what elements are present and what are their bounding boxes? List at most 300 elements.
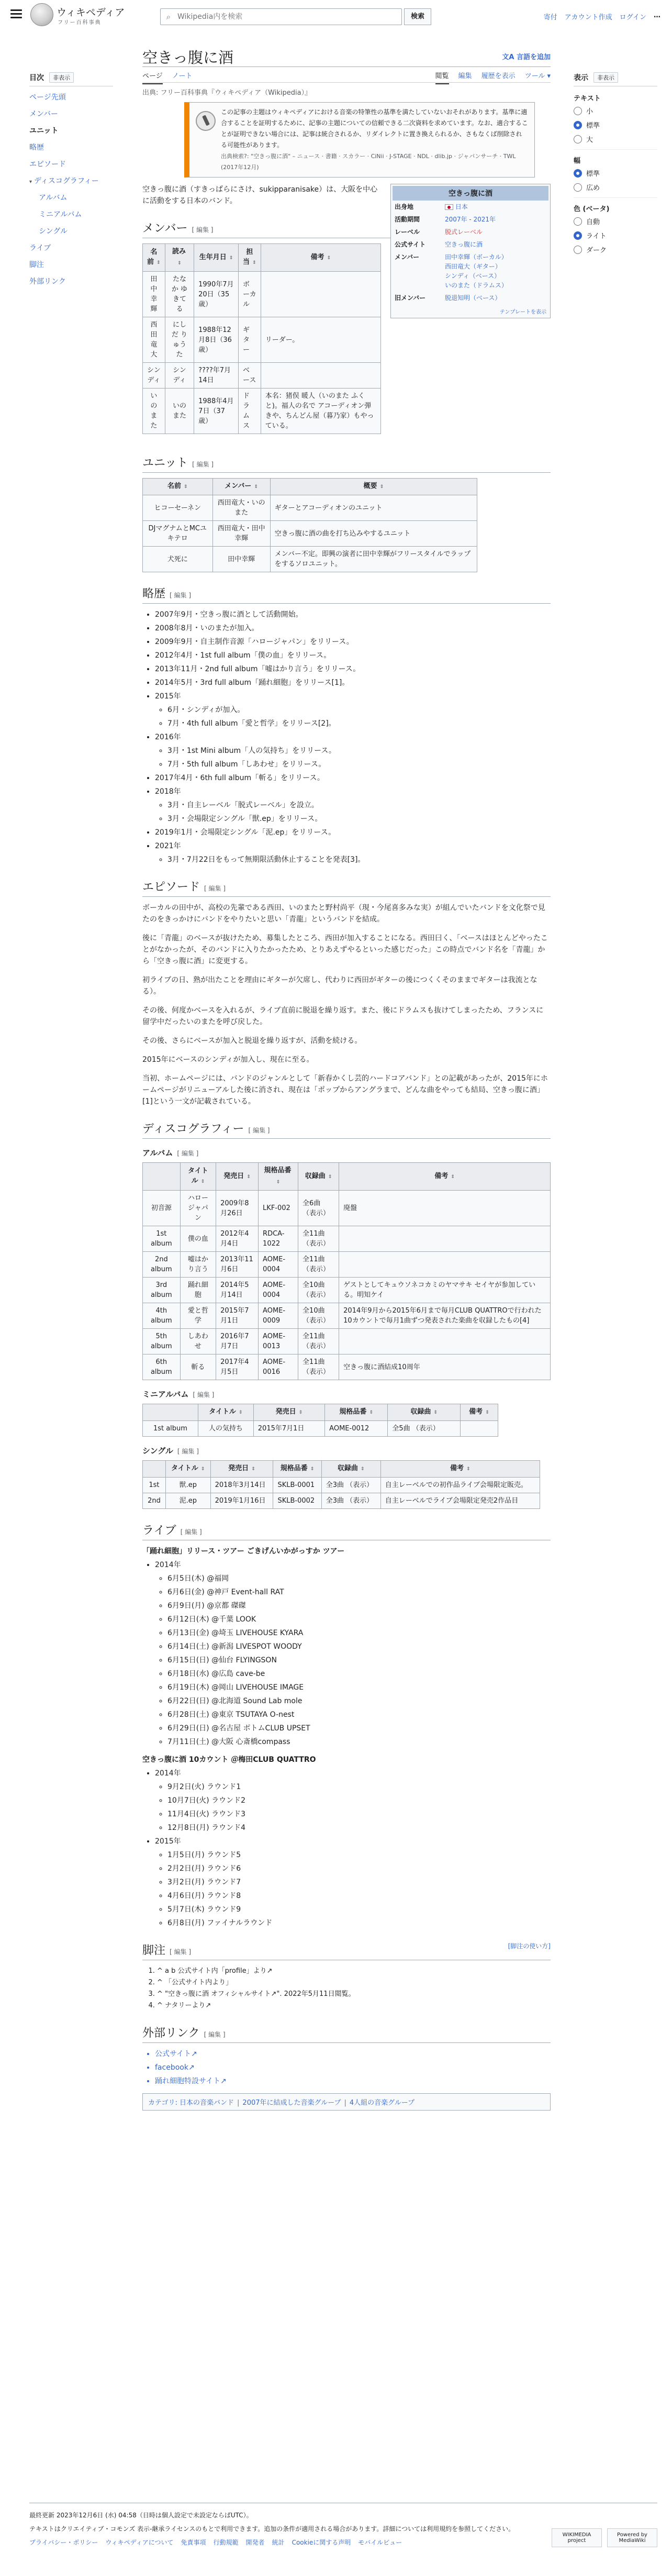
column-header: メンバー ⇕ bbox=[212, 479, 270, 495]
japan-flag-icon bbox=[445, 204, 453, 210]
history-item bbox=[155, 691, 551, 729]
unit-row bbox=[143, 495, 477, 521]
infobox-title: 空きっ腹に酒 bbox=[393, 186, 548, 201]
text-size-option-label: 大 bbox=[586, 136, 593, 144]
toc-item[interactable] bbox=[29, 276, 113, 286]
sort-icon[interactable]: ⇕ bbox=[245, 1174, 251, 1180]
text-size-option-label: 小 bbox=[586, 108, 593, 116]
count-item-sub: ◦ 9月2日(火) ラウンド1 bbox=[167, 1781, 551, 1793]
color-option[interactable] bbox=[574, 216, 657, 226]
sort-icon[interactable]: ⇕ bbox=[367, 1410, 374, 1415]
mediawiki-badge[interactable]: Powered by MediaWiki bbox=[607, 2528, 657, 2547]
single-row bbox=[143, 1478, 540, 1493]
text-size-option[interactable] bbox=[574, 106, 657, 116]
sort-icon[interactable]: ⇕ bbox=[199, 1179, 205, 1184]
tour-item-sub: ◦ 6月12日(木) @千葉 LOOK bbox=[167, 1614, 551, 1625]
mini-albums-heading bbox=[142, 1389, 551, 1400]
table-cell: 田中幸輝 bbox=[143, 272, 165, 317]
edit-section-link[interactable]: [ 編集 ] bbox=[170, 592, 192, 599]
table-cell: 田中幸輝 bbox=[212, 547, 270, 572]
toc-header bbox=[29, 72, 113, 86]
toc-item-label: 外部リンク bbox=[29, 277, 66, 286]
color-option-label: ライト bbox=[586, 232, 607, 240]
history-item bbox=[155, 840, 551, 865]
login-link[interactable]: ログイン bbox=[619, 14, 646, 21]
add-languages-label: 言語を追加 bbox=[516, 53, 551, 61]
donate-link[interactable]: 寄付 bbox=[543, 14, 557, 21]
history-list bbox=[142, 609, 551, 865]
footer-link[interactable]: 免責事項 bbox=[181, 2539, 206, 2546]
infobox-value-line[interactable]: 2007年 - 2021年 bbox=[445, 216, 496, 223]
table-cell: ギター bbox=[239, 317, 261, 363]
logo-text[interactable]: ウィキペディア bbox=[57, 7, 125, 18]
history-item bbox=[155, 609, 551, 620]
sort-icon[interactable]: ⇕ bbox=[297, 1410, 303, 1415]
infobox-key: レーベル bbox=[395, 228, 420, 236]
infobox-value bbox=[443, 292, 548, 304]
page-source-note: 出典: フリー百科事典『ウィキペディア（Wikipedia）』 bbox=[142, 89, 312, 97]
table-cell: 西田竜大・田中幸輝 bbox=[212, 521, 270, 547]
tour-item-sub: ◦ 6月14日(土) @新潟 LIVESPOT WOODY bbox=[167, 1641, 551, 1652]
toc-hide-button[interactable]: 非表示 bbox=[49, 72, 74, 83]
page-title: 空きっ腹に酒 bbox=[142, 49, 234, 66]
table-cell: 1988年4月7日（37歳） bbox=[194, 388, 239, 434]
sort-icon[interactable]: ⇕ bbox=[250, 1467, 255, 1472]
infobox-value bbox=[443, 251, 548, 292]
table-cell: ゲストとしてキュウソネコカミのヤマサキ セイヤが参加している。明知ケイ bbox=[339, 1278, 551, 1303]
edit-section-link[interactable]: [ 編集 ] bbox=[192, 226, 214, 234]
table-cell: メンバー不定。即興の演者に田中幸輝がフリースタイルでラップをするソロユニット。 bbox=[270, 547, 477, 572]
table-cell: いのまた bbox=[165, 388, 194, 434]
column-header: 規格品番 ⇕ bbox=[325, 1404, 388, 1421]
album-row bbox=[143, 1303, 551, 1329]
history-item bbox=[155, 650, 551, 661]
reference-item[interactable]: 4. ^ ナタリーより↗ bbox=[157, 2000, 551, 2012]
table-cell: いのまた bbox=[143, 388, 165, 434]
edit-section-link[interactable]: [ 編集 ] bbox=[192, 461, 214, 468]
episode-paragraph: 初ライブの日、熟が出たことを理由にギターが欠席し、代わりに西田がギターの後につくくそのままでギターは我流となる）。 bbox=[142, 976, 537, 996]
sort-icon[interactable]: ⇕ bbox=[484, 1410, 489, 1415]
width-option[interactable] bbox=[574, 168, 657, 178]
table-cell: 人の気持ち bbox=[198, 1421, 253, 1437]
infobox-template-link[interactable]: テンプレートを表示 bbox=[499, 309, 546, 315]
unit-row bbox=[143, 521, 477, 547]
singles-table bbox=[142, 1460, 540, 1509]
sort-icon[interactable]: ⇕ bbox=[465, 1467, 471, 1472]
toc-item[interactable] bbox=[29, 108, 113, 119]
tour-item-sub: ◦ 6月18日(水) @広島 cave-be bbox=[167, 1668, 551, 1680]
toc-item-label: メンバー bbox=[29, 110, 59, 118]
infobox-value-line[interactable]: 田中幸輝（ボーカル） bbox=[445, 253, 508, 261]
toc-item-label: ユニット bbox=[29, 127, 59, 135]
notability-notice bbox=[184, 102, 535, 177]
history-item-text: 2009年9月・自主制作音源「ハロージャパン」をリリース。 bbox=[155, 638, 354, 646]
reference-item[interactable]: 1. ^ a b 公式サイト内「profile」より↗ bbox=[157, 1966, 551, 1977]
toc-item[interactable] bbox=[29, 92, 113, 102]
footer-link[interactable]: ウィキペディアについて bbox=[105, 2539, 174, 2546]
table-cell: AOME-0012 bbox=[325, 1421, 388, 1437]
infobox-value bbox=[443, 201, 548, 213]
albums-heading-text: アルバム bbox=[142, 1148, 173, 1158]
count-item bbox=[155, 1768, 551, 1834]
units-heading bbox=[142, 454, 551, 473]
radio-button[interactable] bbox=[574, 107, 582, 115]
footer bbox=[29, 2503, 657, 2547]
table-cell bbox=[261, 272, 380, 317]
infobox-value bbox=[443, 238, 548, 251]
column-header bbox=[143, 1461, 166, 1478]
table-cell: AOME-0009 bbox=[259, 1303, 298, 1329]
member-row bbox=[143, 388, 381, 434]
external-link[interactable]: • 踊れ細胞特設サイト↗ bbox=[155, 2075, 551, 2087]
table-cell: 1st album bbox=[143, 1226, 181, 1252]
edit-section-link[interactable]: [ 編集 ] bbox=[170, 1948, 192, 1956]
tour-item-text: 2014年 bbox=[155, 1561, 181, 1569]
units-heading-text: ユニット bbox=[142, 457, 188, 470]
text-size-label: テキスト bbox=[574, 95, 601, 103]
sort-icon[interactable]: ⇕ bbox=[325, 255, 331, 261]
table-cell: 1st bbox=[143, 1478, 166, 1493]
column-header: 担当 ⇕ bbox=[239, 244, 261, 272]
table-cell: ドラムス bbox=[239, 388, 261, 434]
add-languages-button[interactable] bbox=[502, 51, 551, 61]
history-item-sub: ◦ 3月・1st Mini album「人の気持ち」をリリース。 bbox=[167, 745, 551, 757]
edit-section-link[interactable]: [ 編集 ] bbox=[177, 1448, 199, 1455]
table-cell: シンディ bbox=[143, 363, 165, 388]
table-cell: にしだ りゅうた bbox=[165, 317, 194, 363]
infobox-value-line[interactable]: 西田竜大（ギター） bbox=[445, 263, 501, 270]
table-cell: RDCA-1022 bbox=[259, 1226, 298, 1252]
table-header-row bbox=[143, 479, 477, 495]
discography-heading-text: ディスコグラフィー bbox=[142, 1123, 244, 1136]
main-menu-icon[interactable] bbox=[10, 9, 22, 19]
discography-heading bbox=[142, 1120, 551, 1139]
episode-paragraph: 当初、ホームページには、バンドのジャンルとして「新春かくし芸的ハードコアバンド」との記載があったが、2015年にホームページがリニューアルした後に消され、現在は「ポップからアングラまで、どんな曲をやっても結局、空きっ腹に酒」[1]という一文が記載されている。 bbox=[142, 1074, 548, 1106]
tour-list bbox=[142, 1559, 551, 1748]
sort-icon[interactable]: ⇕ bbox=[308, 1467, 315, 1472]
table-cell: 6th album bbox=[143, 1354, 181, 1380]
history-item-sub: ◦ 3月・会場限定シングル「獣.ep」をリリース。 bbox=[167, 813, 551, 825]
tab-read[interactable]: 閲覧 bbox=[435, 70, 449, 84]
table-cell: 2015年7月1日 bbox=[216, 1303, 259, 1329]
table-cell: 全10曲 （表示） bbox=[298, 1278, 339, 1303]
count-item-sub: ◦ 1月5日(月) ラウンド5 bbox=[167, 1849, 551, 1861]
lead-paragraph: 空きっ腹に酒（すきっぱらにさけ、sukipparanisake）は、大阪を中心に活動をする日本のバンド。 bbox=[142, 185, 378, 205]
column-header: 規格品番 ⇕ bbox=[259, 1163, 298, 1191]
reference-item[interactable]: 2. ^ 「公式サイト内より」 bbox=[157, 1977, 551, 1989]
table-cell bbox=[339, 1226, 551, 1252]
unit-row bbox=[143, 547, 477, 572]
column-header: タイトル ⇕ bbox=[165, 1461, 210, 1478]
search-icon: ⌕ bbox=[166, 12, 171, 21]
tour-item-sub: ◦ 6月19日(木) @岡山 LIVEHOUSE IMAGE bbox=[167, 1682, 551, 1693]
radio-button[interactable] bbox=[574, 217, 582, 226]
edit-section-link[interactable]: [ 編集 ] bbox=[204, 2031, 226, 2038]
category-separator: | bbox=[237, 2099, 240, 2107]
infobox-key: 出身地 bbox=[395, 203, 414, 210]
footer-link[interactable]: プライバシー・ポリシー bbox=[29, 2539, 98, 2546]
radio-button[interactable] bbox=[574, 121, 582, 129]
table-cell: しあわせ bbox=[180, 1329, 216, 1354]
toc-item-label: ミニアルバム bbox=[39, 210, 82, 219]
table-cell: 2015年7月1日 bbox=[253, 1421, 324, 1437]
episode-paragraph: その後、何度かベースを入れるが、ライブ直前に脱退を繰り返す。また、後にドラムスも抜けてしまったため、フランスに留学中だったいのまたを呼び戻した。 bbox=[142, 1006, 544, 1026]
tab-edit[interactable]: 編集 bbox=[458, 72, 472, 80]
search-input[interactable] bbox=[176, 12, 401, 21]
table-cell: 廃盤 bbox=[339, 1191, 551, 1226]
tour-item bbox=[155, 1559, 551, 1748]
sort-icon[interactable]: ⇕ bbox=[432, 1410, 438, 1415]
count-item-sub: ◦ 10月7日(火) ラウンド2 bbox=[167, 1795, 551, 1806]
table-cell: 初音源 bbox=[143, 1191, 181, 1226]
search-button[interactable]: 検索 bbox=[404, 8, 431, 25]
episode-paragraph: 後に「青龍」のベースが抜けたため、募集したところ、西田が加入することになる。西田曰く、「ベースはほとんどやったことがなかったが、そのバンドに入りたかったため、とりあえずやるといった感じだった」この時点でバンド名を「青龍」から「空きっ腹に酒」に変更する。 bbox=[142, 934, 548, 965]
count-item-text: 2014年 bbox=[155, 1769, 181, 1778]
table-cell: たなか ゆきてる bbox=[165, 272, 194, 317]
toc-item[interactable] bbox=[29, 209, 113, 219]
history-item bbox=[155, 663, 551, 675]
color-option[interactable] bbox=[574, 245, 657, 254]
table-cell: LKF-002 bbox=[259, 1191, 298, 1226]
table-cell bbox=[339, 1329, 551, 1354]
table-cell: 踊れ細胞 bbox=[180, 1278, 216, 1303]
footer-link[interactable]: Cookieに関する声明 bbox=[292, 2539, 351, 2546]
column-header: 備考 ⇕ bbox=[339, 1163, 551, 1191]
table-header-row bbox=[143, 244, 381, 272]
table-cell: シンディ bbox=[165, 363, 194, 388]
column-header: 備考 ⇕ bbox=[261, 244, 380, 272]
table-cell: 西田竜大・いのまた bbox=[212, 495, 270, 521]
tour-item-sub: ◦ 6月6日(金) @神戸 Event-hall RAT bbox=[167, 1586, 551, 1598]
column-header: 生年月日 ⇕ bbox=[194, 244, 239, 272]
category-link[interactable]: 日本の音楽バンド bbox=[180, 2099, 234, 2107]
table-cell: 2014年5月14日 bbox=[216, 1278, 259, 1303]
tools-label: ツール bbox=[524, 72, 545, 80]
tab-tools[interactable] bbox=[525, 70, 551, 84]
table-cell: 全5曲 （表示） bbox=[388, 1421, 461, 1437]
wikipedia-globe-logo[interactable] bbox=[30, 3, 53, 26]
members-table bbox=[142, 243, 381, 434]
table-cell: 本名：猪俣 暖人（いのまた ふくと)。福人の名で アコーディオン弾きや、ちんどん屋（暮乃家）もやっている。 bbox=[261, 388, 380, 434]
infobox-key: 公式サイト bbox=[395, 241, 426, 248]
table-cell: 空きっ腹に酒の曲を打ち込みやするユニット bbox=[270, 521, 477, 547]
table-cell: ヒコーセーネン bbox=[143, 495, 213, 521]
toc-item[interactable] bbox=[29, 142, 113, 152]
radio-button[interactable] bbox=[574, 169, 582, 177]
sort-icon[interactable]: ⇕ bbox=[251, 260, 256, 265]
history-item-sub: ◦ 7月・4th full album「愛と哲学」をリリース[2]。 bbox=[167, 718, 551, 729]
tab-page[interactable]: ページ bbox=[142, 70, 163, 84]
table-cell: 2012年4月4日 bbox=[216, 1226, 259, 1252]
sort-icon[interactable]: ⇕ bbox=[177, 261, 182, 266]
table-cell: ベース bbox=[239, 363, 261, 388]
table-cell: ボーカル bbox=[239, 272, 261, 317]
categories-label[interactable]: カテゴリ: bbox=[148, 2099, 177, 2107]
column-header bbox=[143, 1404, 198, 1421]
sort-icon[interactable]: ⇕ bbox=[182, 484, 188, 490]
table-cell: 4th album bbox=[143, 1303, 181, 1329]
tab-history[interactable]: 履歴を表示 bbox=[481, 72, 516, 80]
table-cell: 全11曲 （表示） bbox=[298, 1226, 339, 1252]
tour-item-sub: ◦ 6月28日(土) @東京 TSUTAYA O-nest bbox=[167, 1709, 551, 1720]
infobox-value-line[interactable]: シンディ（ベース） bbox=[445, 272, 501, 280]
history-item-sub: ◦ 6月・シンディが加入。 bbox=[167, 704, 551, 716]
more-icon[interactable]: … bbox=[654, 12, 660, 19]
history-item-text: 2012年4月・1st full album「僕の血」をリリース。 bbox=[155, 651, 331, 660]
text-size-option[interactable] bbox=[574, 120, 657, 130]
chevron-down-icon: ▾ bbox=[547, 72, 551, 80]
history-item-text: 2015年 bbox=[155, 692, 181, 701]
sort-icon[interactable]: ⇕ bbox=[252, 484, 259, 490]
infobox-value-line[interactable]: いのまた（ドラムス） bbox=[445, 282, 508, 289]
table-cell: 全10曲 （表示） bbox=[298, 1303, 339, 1329]
color-option[interactable] bbox=[574, 230, 657, 240]
table-cell: 空きっ腹に酒結成10周年 bbox=[339, 1354, 551, 1380]
table-cell: 5th album bbox=[143, 1329, 181, 1354]
toc-item[interactable] bbox=[29, 125, 113, 136]
table-cell: 全11曲 （表示） bbox=[298, 1252, 339, 1278]
album-row bbox=[143, 1191, 551, 1226]
radio-button[interactable] bbox=[574, 183, 582, 192]
edit-section-link[interactable]: [ 編集 ] bbox=[248, 1127, 270, 1134]
category-link[interactable]: 2007年に結成した音楽グループ bbox=[242, 2099, 341, 2107]
infobox-key: メンバー bbox=[395, 253, 420, 261]
history-item bbox=[155, 786, 551, 825]
footer-link[interactable]: モバイルビュー bbox=[358, 2539, 402, 2546]
album-row bbox=[143, 1226, 551, 1252]
table-cell: 1988年12月8日（36歳） bbox=[194, 317, 239, 363]
table-cell: 全11曲 （表示） bbox=[298, 1354, 339, 1380]
toc-item[interactable] bbox=[29, 159, 113, 169]
external-link[interactable]: • 公式サイト↗ bbox=[155, 2048, 551, 2060]
edit-section-link[interactable]: [ 編集 ] bbox=[180, 1528, 202, 1536]
infobox-row bbox=[393, 226, 548, 238]
toc-item[interactable] bbox=[29, 175, 113, 186]
count-item-sub: ◦ 6月8日(月) ファイナルラウンド bbox=[167, 1917, 551, 1929]
table-cell: 犬死に bbox=[143, 547, 213, 572]
table-cell: AOME-0004 bbox=[259, 1278, 298, 1303]
wikimedia-badge[interactable]: WIKIMEDIA project bbox=[552, 2528, 602, 2547]
text-size-option[interactable] bbox=[574, 134, 657, 144]
tour-item-sub: ◦ 6月9日(月) @京都 磔磔 bbox=[167, 1600, 551, 1612]
radio-button[interactable] bbox=[574, 135, 582, 143]
chevron-down-icon[interactable]: ▾ bbox=[29, 179, 32, 185]
column-header: タイトル ⇕ bbox=[198, 1404, 253, 1421]
album-row bbox=[143, 1354, 551, 1380]
sort-icon[interactable]: ⇕ bbox=[378, 484, 384, 490]
edit-section-link[interactable]: [ 編集 ] bbox=[193, 1391, 215, 1398]
reference-item[interactable]: 3. ^ "空きっ腹に酒 オフィシャルサイト↗". 2022年5月11日閲覧。 bbox=[157, 1989, 551, 2000]
radio-button[interactable] bbox=[574, 231, 582, 240]
sort-icon[interactable]: ⇕ bbox=[359, 1467, 365, 1472]
sort-icon[interactable]: ⇕ bbox=[449, 1174, 455, 1180]
singles-heading-text: シングル bbox=[142, 1446, 173, 1456]
column-header: 名前 ⇕ bbox=[143, 244, 165, 272]
members-heading-text: メンバー bbox=[142, 222, 188, 235]
toc-item-label: ページ先頭 bbox=[29, 93, 66, 102]
column-header: 読み ⇕ bbox=[165, 244, 194, 272]
infobox-value-line[interactable]: 脱退知明（ベース） bbox=[445, 294, 501, 302]
infobox-value-line[interactable]: 脱式レーベル bbox=[445, 228, 483, 236]
tab-talk[interactable]: ノート bbox=[172, 72, 193, 80]
external-links-heading-text: 外部リンク bbox=[142, 2027, 200, 2040]
table-cell: 獣.ep bbox=[165, 1478, 210, 1493]
appearance-hide-button[interactable]: 非表示 bbox=[593, 72, 618, 83]
edit-section-link[interactable]: [ 編集 ] bbox=[204, 885, 226, 892]
infobox-key: 活動期間 bbox=[395, 216, 420, 223]
column-header: 備考 ⇕ bbox=[461, 1404, 498, 1421]
table-cell: 嘘はかり言う bbox=[180, 1252, 216, 1278]
footnote-help-link[interactable]: [脚注の使い方] bbox=[508, 1942, 551, 1950]
category-link[interactable]: 4人組の音楽グループ bbox=[349, 2099, 415, 2107]
episode-paragraph: ボーカルの田中が、高校の先輩である西田、いのまたと野村尚平（現・今尾喜多みな実）が組んでいたバンドを文化祭で見たのをきっかけにバンドをやりたいと思い「青龍」というバンドを結成。 bbox=[142, 904, 545, 924]
history-item bbox=[155, 731, 551, 770]
toc-item[interactable] bbox=[29, 192, 113, 203]
table-cell: 全6曲 （表示） bbox=[298, 1191, 339, 1226]
sort-icon[interactable]: ⇕ bbox=[227, 255, 233, 261]
live-heading bbox=[142, 1522, 551, 1540]
radio-button[interactable] bbox=[574, 246, 582, 254]
edit-section-link[interactable]: [ 編集 ] bbox=[177, 1150, 199, 1157]
history-item bbox=[155, 827, 551, 838]
history-item-text: 2021年 bbox=[155, 842, 181, 850]
sort-icon[interactable]: ⇕ bbox=[276, 1180, 281, 1185]
sort-icon[interactable]: ⇕ bbox=[199, 1467, 205, 1472]
history-item bbox=[155, 623, 551, 634]
table-cell: 2nd album bbox=[143, 1252, 181, 1278]
albums-heading bbox=[142, 1147, 551, 1158]
header bbox=[0, 0, 672, 32]
table-cell: 1990年7月20日（35歳） bbox=[194, 272, 239, 317]
table-cell: 自主レーベルでの初作品ライブ会場限定販売。 bbox=[380, 1478, 540, 1493]
live-heading-text: ライブ bbox=[142, 1524, 176, 1537]
infobox-key: 旧メンバー bbox=[395, 294, 426, 302]
footer-link[interactable]: 統計 bbox=[272, 2539, 285, 2546]
count-item-sub: ◦ 11月4日(火) ラウンド3 bbox=[167, 1808, 551, 1820]
history-item-text: 2013年11月・2nd full album「嘘はかり言う」をリリース。 bbox=[155, 665, 361, 673]
toc-sidebar bbox=[29, 72, 113, 293]
toc-item[interactable] bbox=[29, 226, 113, 236]
member-row bbox=[143, 272, 381, 317]
episode-heading bbox=[142, 878, 551, 897]
sort-icon[interactable]: ⇕ bbox=[326, 1174, 332, 1180]
sort-icon[interactable]: ⇕ bbox=[237, 1410, 243, 1415]
history-heading-text: 略歴 bbox=[142, 587, 166, 601]
column-header: 収録曲 ⇕ bbox=[388, 1404, 461, 1421]
color-option-label: 自動 bbox=[586, 218, 600, 226]
sort-icon[interactable]: ⇕ bbox=[155, 260, 161, 265]
toc-item-label: 脚注 bbox=[29, 261, 44, 269]
footer-link[interactable]: 行動規範 bbox=[213, 2539, 239, 2546]
toc-item[interactable] bbox=[29, 259, 113, 270]
toc-item[interactable] bbox=[29, 242, 113, 253]
infobox-value-line[interactable]: 日本 bbox=[453, 203, 468, 210]
appearance-title: 表示 bbox=[574, 74, 588, 82]
search-box[interactable] bbox=[160, 8, 402, 25]
count-item bbox=[155, 1836, 551, 1929]
history-item-text: 2014年5月・3rd full album「踊れ細胞」をリリース[1]。 bbox=[155, 679, 350, 687]
footer-link[interactable]: 開発者 bbox=[245, 2539, 265, 2546]
color-label: 色 (ベータ) bbox=[574, 205, 610, 213]
history-item-text: 2016年 bbox=[155, 733, 181, 741]
external-link[interactable]: • facebook↗ bbox=[155, 2062, 551, 2073]
infobox-value-line[interactable]: 空きっ腹に酒 bbox=[445, 241, 483, 248]
width-option[interactable] bbox=[574, 182, 657, 192]
category-separator: | bbox=[344, 2099, 346, 2107]
table-cell: 斬る bbox=[180, 1354, 216, 1380]
create-account-link[interactable]: アカウント作成 bbox=[564, 14, 612, 21]
appearance-sidebar bbox=[574, 72, 657, 259]
